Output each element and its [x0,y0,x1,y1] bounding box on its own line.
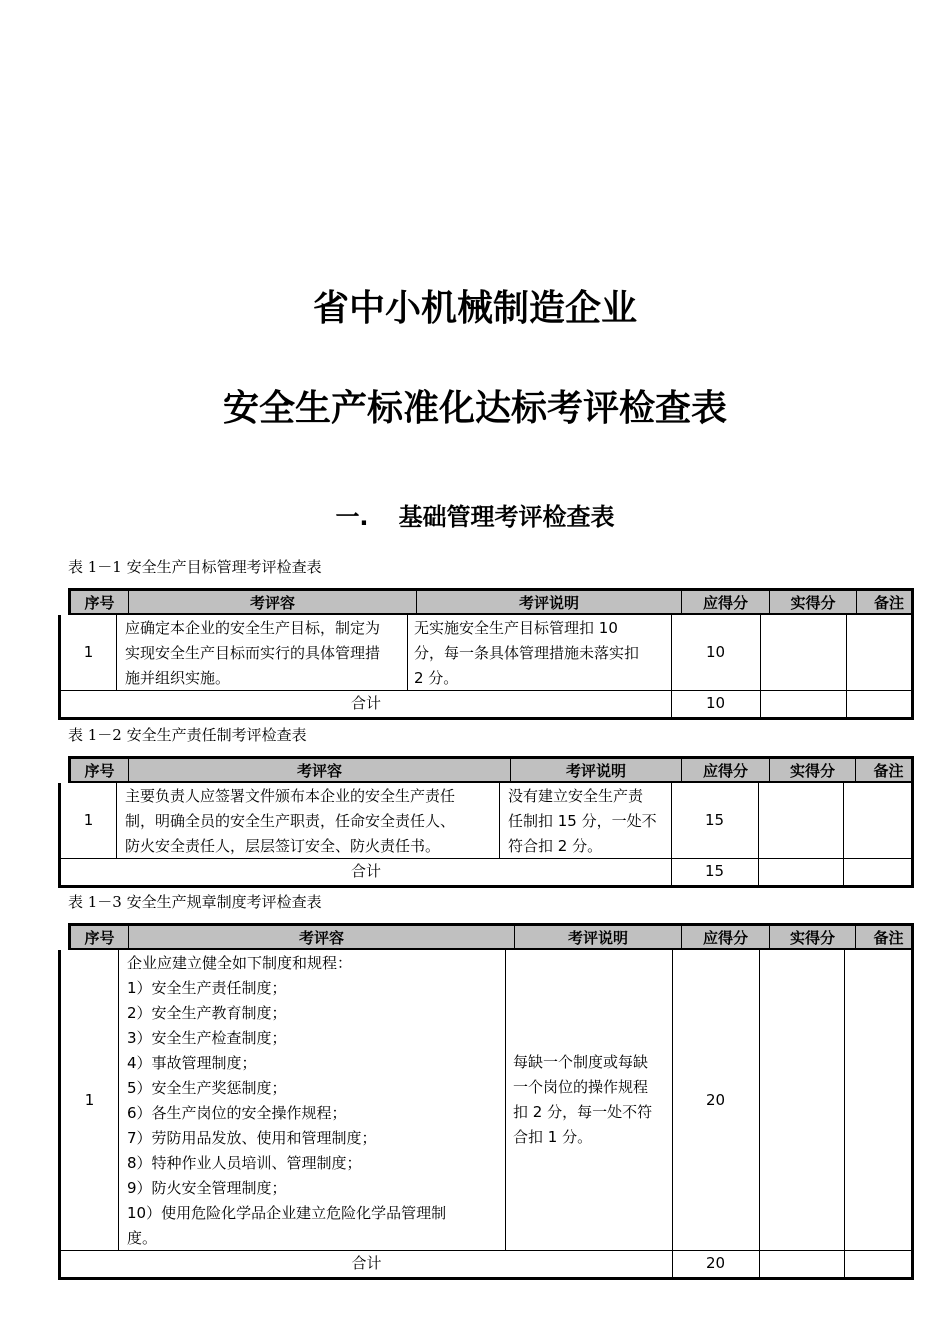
row-content: 主要负责人应签署文件颁布本企业的安全生产责任 制，明确全员的安全生产职责，任命安全责任人、 防火安全责任人，层层签订安全、防火责任书。 [125,787,456,855]
header-desc: 考评说明 [515,926,682,948]
row-seq: 1 [83,811,94,829]
header-actual-score: 实得分 [770,926,856,948]
total-label: 合计 [351,1254,382,1272]
total-label: 合计 [350,862,381,880]
row-desc: 没有建立安全生产责 任制扣 15 分，一处不 符合扣 2 分。 [508,787,657,855]
header-note: 备注 [873,761,904,780]
table-header [68,588,914,615]
header-desc: 考评说明 [417,591,682,613]
header-desc: 考评说明 [511,759,682,781]
table-1 [58,588,914,720]
row-due-score: 20 [705,1090,726,1109]
table-caption-2: 表 1－2 安全生产责任制考评检查表 [68,726,307,744]
header-seq: 序号 [71,591,129,613]
total-score: 20 [705,1254,726,1272]
header-note: 备注 [873,928,904,947]
header-content: 考评容 [129,591,417,613]
section-heading [0,497,950,532]
header-note: 备注 [873,593,904,612]
total-score: 10 [705,694,726,712]
table-body [58,615,914,720]
row-content: 企业应建立健全如下制度和规程： 1）安全生产责任制度； 2）安全生产教育制度； 3）安全生产检查制度； 4）事故管理制度； 5）安全生产奖惩制度； 6）各生产岗位的安全操作规程； 7）劳防用品发放、使用和管理制度； 8）特种作业人员培训、管理制度； 9）防火安全管理制度； 10）使用危险化学品企业建立危险化学品管理制 度。 [127,954,447,1247]
document-title-line-2: 安全生产标准化达标考评检查表 [222,388,727,429]
row-due-score: 15 [704,811,725,829]
header-content: 考评容 [129,759,511,781]
table-3 [58,923,914,1280]
table-body [58,783,914,888]
header-seq: 序号 [71,926,129,948]
document-title-line-1: 省中小机械制造企业 [312,288,637,329]
table-header [68,756,914,783]
table-header [68,923,914,950]
row-desc: 无实施安全生产目标管理扣 10 分，每一条具体管理措施未落实扣 2 分。 [414,619,640,687]
table-2 [58,756,914,888]
header-due-score: 应得分 [682,759,770,781]
table-body [58,950,914,1280]
header-content: 考评容 [129,926,515,948]
row-due-score: 10 [705,643,726,661]
header-due-score: 应得分 [682,926,770,948]
row-seq: 1 [84,1090,95,1109]
table-caption-1: 表 1－1 安全生产目标管理考评检查表 [68,558,322,576]
row-content: 应确定本企业的安全生产目标，制定为 实现安全生产目标而实行的具体管理措 施并组织实施。 [125,619,381,687]
row-desc: 每缺一个制度或每缺 一个岗位的操作规程 扣 2 分，每一处不符 合扣 1 分。 [513,1053,653,1146]
header-due-score: 应得分 [682,591,770,613]
row-seq: 1 [83,643,94,661]
section-number: 一. [335,503,369,531]
section-label: 基础管理考评检查表 [398,503,615,531]
table-caption-3: 表 1－3 安全生产规章制度考评检查表 [68,893,322,911]
total-label: 合计 [350,694,381,712]
header-actual-score: 实得分 [770,759,856,781]
header-actual-score: 实得分 [770,591,857,613]
total-score: 15 [704,862,725,880]
header-seq: 序号 [71,759,129,781]
